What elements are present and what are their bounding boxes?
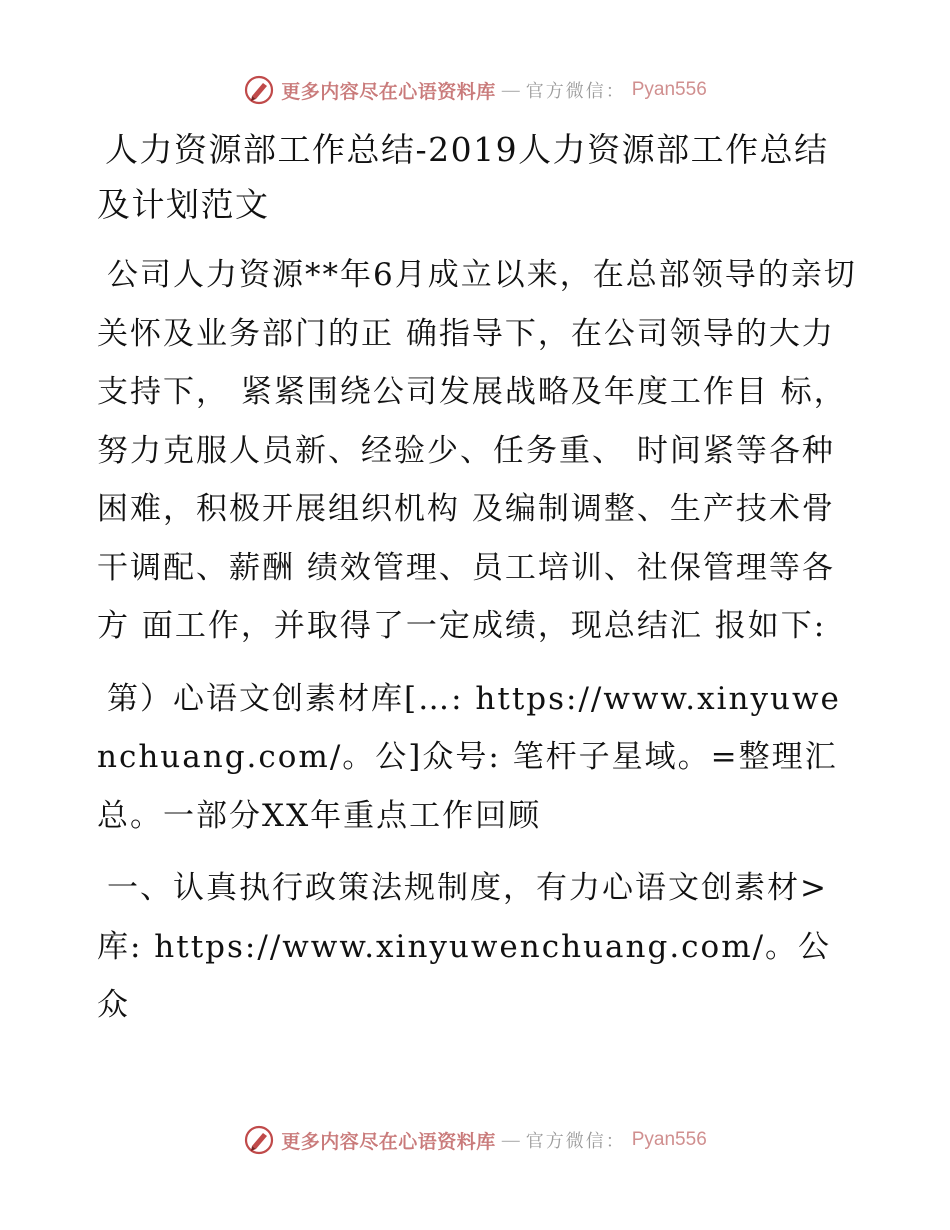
watermark-main-text: 更多内容尽在心语资料库 — [281, 1130, 496, 1153]
paragraph-item-one: 一、认真执行政策法规制度，有力心语文创素材>库: https://www.xinyuwenchuang.com/。公众 — [97, 870, 832, 1023]
watermark-dash: — — [501, 79, 520, 100]
paragraph-intro: 公司人力资源**年6月成立以来，在总部领导的亲切关怀及业务部门的正 确指导下，在公司领导的大力支持下， 紧紧围绕公司发展战略及年度工作目 标，努力克服人员新、经验少、任务重、 时间紧等各种困难，积极开展组织机构 及编制调整、生产技术骨干调配、薪酬 绩效管理、员工培训、社保管理等各方 面工作，并取得了一定成绩，现总结汇 报如下: — [97, 257, 857, 644]
watermark-main-text: 更多内容尽在心语资料库 — [281, 80, 496, 103]
footer-watermark — [0, 1120, 950, 1160]
watermark-wechat-id: Pyan556 — [631, 79, 707, 100]
watermark-dash: — — [501, 1129, 520, 1150]
pen-logo-icon — [243, 1124, 275, 1156]
paragraph-section-one: 第）心语文创素材库[…: https://www.xinyuwenchuang.com/。公]众号: 笔杆子星域。=整理汇总。一部分XX年重点工作回顾 — [97, 680, 841, 834]
watermark-group — [243, 1124, 707, 1156]
watermark-wechat-label: 官方微信： — [525, 81, 626, 102]
watermark-wechat-label: 官方微信： — [525, 1131, 626, 1152]
header-watermark — [0, 70, 950, 110]
watermark-wechat-id: Pyan556 — [631, 1129, 707, 1150]
document-title: 人力资源部工作总结-2019人力资源部工作总结及计划范文 — [97, 130, 829, 224]
document-body — [97, 122, 857, 1049]
watermark-group — [243, 74, 707, 106]
pen-logo-icon — [243, 74, 275, 106]
